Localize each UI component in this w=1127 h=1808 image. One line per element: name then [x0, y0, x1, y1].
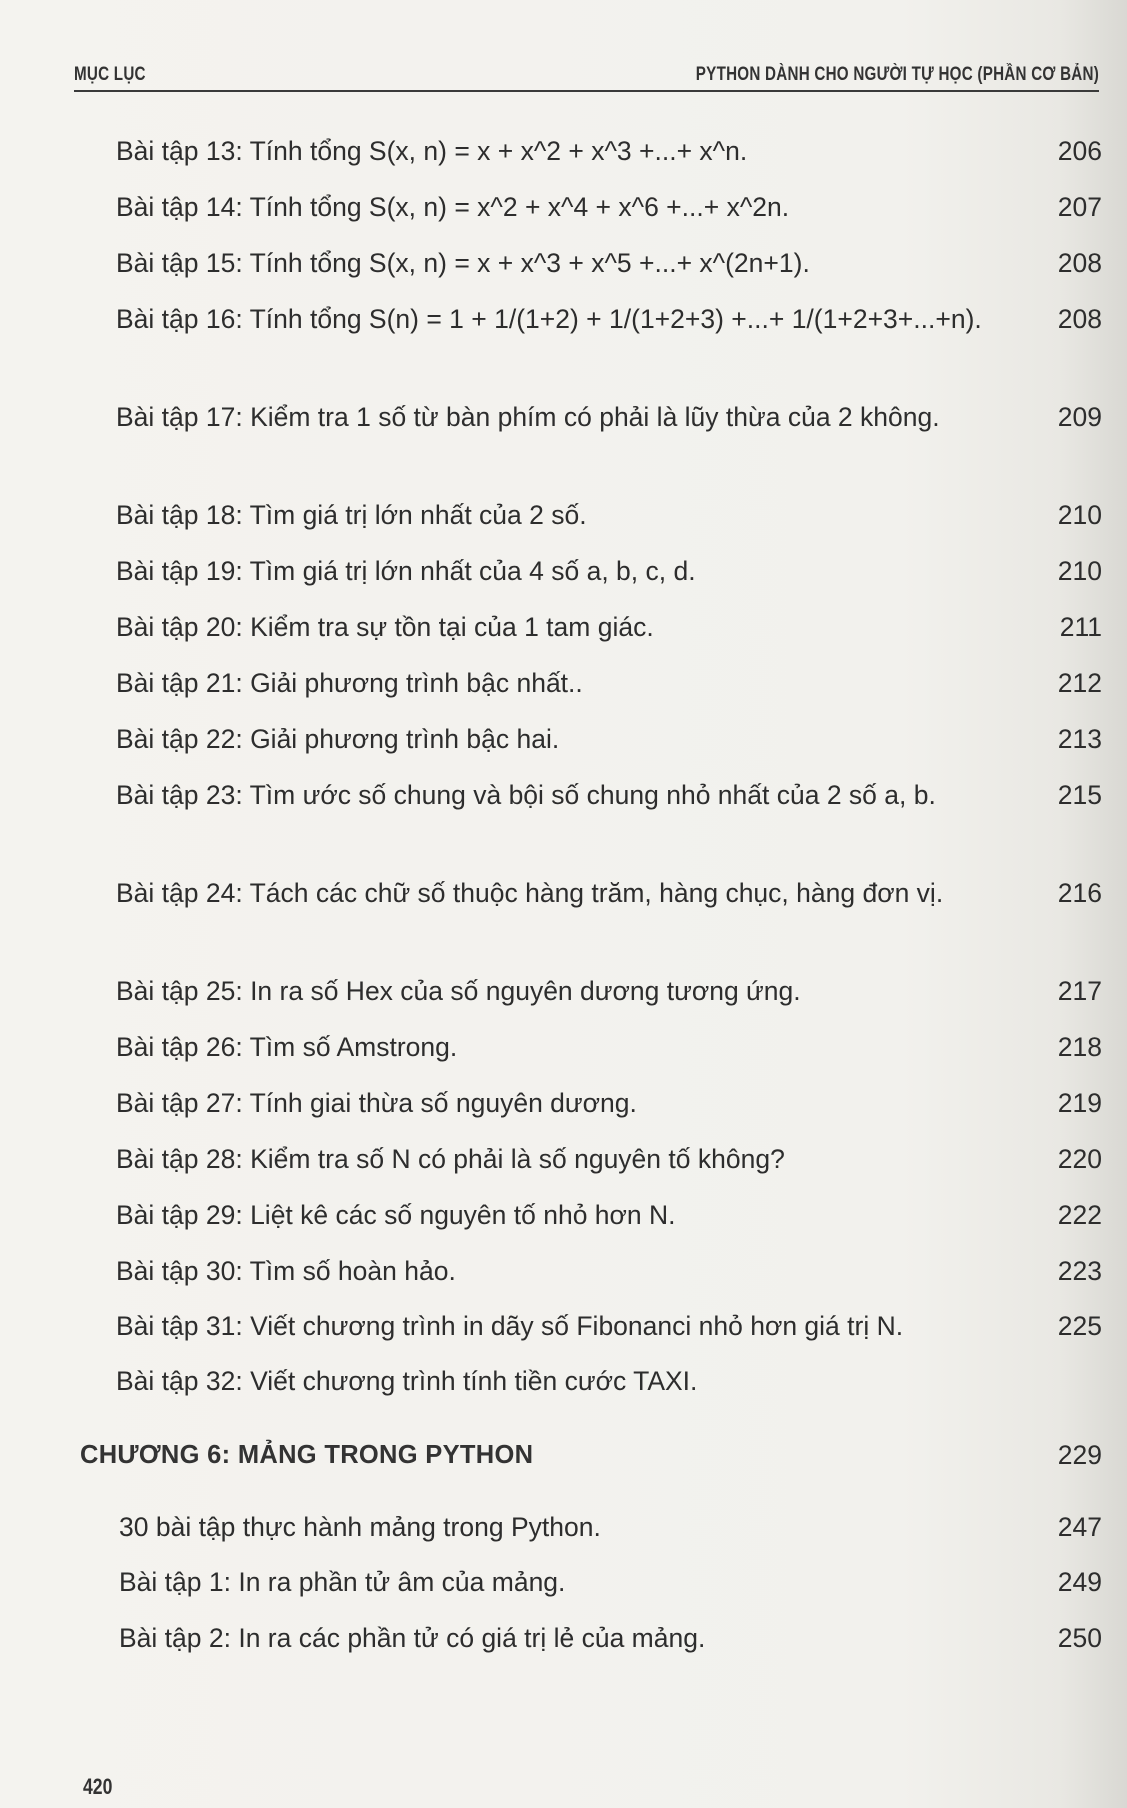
header-section-title: MỤC LỤC — [74, 64, 146, 85]
toc-entry-page: 219 — [1057, 1088, 1102, 1118]
toc-entry-page: 210 — [1057, 500, 1102, 530]
toc-entry — [116, 718, 998, 761]
toc-entry-text: Bài tập 21: Giải phương trình bậc nhất.. — [116, 668, 583, 698]
toc-entry — [119, 1561, 1001, 1604]
toc-entry — [116, 774, 998, 817]
toc-entry-text: Bài tập 23: Tìm ước số chung và bội số chung nhỏ nhất của 2 số a, b. — [116, 780, 936, 810]
toc-entry-text: Bài tập 2: In ra các phần tử có giá trị lẻ của mảng. — [119, 1623, 706, 1653]
running-header — [74, 58, 1099, 92]
toc-entry — [116, 1026, 998, 1069]
toc-entry-text: Bài tập 16: Tính tổng S(n) = 1 + 1/(1+2) + 1/(1+2+3) +...+ 1/(1+2+3+...+n). — [116, 304, 982, 334]
toc-entry-page: 222 — [1057, 1200, 1102, 1230]
toc-entry-text: Bài tập 13: Tính tổng S(x, n) = x + x^2 + x^3 +...+ x^n. — [116, 136, 748, 166]
toc-entry-text: Bài tập 24: Tách các chữ số thuộc hàng trăm, hàng chục, hàng đơn vị. — [116, 878, 944, 908]
toc-entry — [116, 606, 998, 649]
toc-entry-text: Bài tập 27: Tính giai thừa số nguyên dương. — [116, 1088, 637, 1118]
toc-entry-text: Bài tập 28: Kiểm tra số N có phải là số nguyên tố không? — [116, 1144, 785, 1174]
toc-entry — [116, 1138, 998, 1181]
toc-entry-page: 250 — [1057, 1623, 1102, 1653]
toc-entry-text: Bài tập 32: Viết chương trình tính tiền cước TAXI. — [116, 1366, 698, 1396]
toc-entry-text: Bài tập 19: Tìm giá trị lớn nhất của 4 số a, b, c, d. — [116, 556, 696, 586]
toc-entry-text: Bài tập 30: Tìm số hoàn hảo. — [116, 1256, 456, 1286]
toc-entry-text: Bài tập 22: Giải phương trình bậc hai. — [116, 724, 560, 754]
toc-entry — [119, 1506, 1001, 1549]
toc-entry — [116, 494, 998, 537]
toc-entry-text: Bài tập 18: Tìm giá trị lớn nhất của 2 số. — [116, 500, 587, 530]
toc-entry-text: Bài tập 1: In ra phần tử âm của mảng. — [119, 1567, 566, 1597]
toc-entry-page: 218 — [1057, 1032, 1102, 1062]
toc-entry-page: 220 — [1057, 1144, 1102, 1174]
toc-entry — [116, 396, 998, 439]
toc-entry-page: 217 — [1057, 976, 1102, 1006]
toc-entry — [116, 298, 998, 341]
toc-entry-page: 208 — [1057, 304, 1102, 334]
toc-entry — [116, 130, 998, 173]
header-book-title: PYTHON DÀNH CHO NGƯỜI TỰ HỌC (PHẦN CƠ BẢN) — [695, 64, 1099, 85]
toc-entry-page: 207 — [1057, 192, 1102, 222]
toc-entry-text: Bài tập 31: Viết chương trình in dãy số Fibonanci nhỏ hơn giá trị N. — [116, 1311, 904, 1341]
toc-entry-page: 223 — [1057, 1256, 1102, 1286]
toc-entry — [116, 662, 998, 705]
toc-entry-text: Bài tập 26: Tìm số Amstrong. — [116, 1032, 458, 1062]
toc-entry — [116, 970, 998, 1013]
toc-entry-page: 210 — [1057, 556, 1102, 586]
toc-entry-page: 208 — [1057, 248, 1102, 278]
toc-entry — [116, 1194, 998, 1237]
toc-entry-page: 213 — [1057, 724, 1102, 754]
toc-entry — [116, 1360, 998, 1403]
toc-entry-page: 215 — [1057, 780, 1102, 810]
toc-entry — [116, 1082, 998, 1125]
toc-entry — [116, 242, 998, 285]
toc-entry — [116, 1305, 998, 1348]
toc-entry-page: 206 — [1057, 136, 1102, 166]
chapter-page: 229 — [1057, 1440, 1102, 1470]
toc-entry-text: Bài tập 20: Kiểm tra sự tồn tại của 1 tam giác. — [116, 612, 654, 642]
toc-entry-text: Bài tập 14: Tính tổng S(x, n) = x^2 + x^4 + x^6 +...+ x^2n. — [116, 192, 790, 222]
toc-entry-text: Bài tập 15: Tính tổng S(x, n) = x + x^3 + x^5 +...+ x^(2n+1). — [116, 248, 810, 278]
toc-entry-page: 216 — [1057, 878, 1102, 908]
toc-entry-page: 249 — [1057, 1567, 1102, 1597]
toc-entry-text: Bài tập 25: In ra số Hex của số nguyên dương tương ứng. — [116, 976, 801, 1006]
toc-entry — [116, 1250, 998, 1293]
toc-entry-page: 209 — [1057, 402, 1102, 432]
toc-entry-page: 211 — [1059, 612, 1102, 642]
toc-entry-page: 225 — [1057, 1311, 1102, 1341]
toc-entry-page: 247 — [1057, 1512, 1102, 1542]
chapter-heading: CHƯƠNG 6: MẢNG TRONG PYTHON — [80, 1441, 534, 1469]
toc-entry-page: 212 — [1057, 668, 1102, 698]
toc-entry-text: 30 bài tập thực hành mảng trong Python. — [119, 1512, 601, 1542]
toc-entry — [116, 550, 998, 593]
toc-entry — [116, 872, 998, 915]
toc-entry-text: Bài tập 17: Kiểm tra 1 số từ bàn phím có phải là lũy thừa của 2 không. — [116, 402, 940, 432]
toc-entry-text: Bài tập 29: Liệt kê các số nguyên tố nhỏ hơn N. — [116, 1200, 676, 1230]
toc-entry — [116, 186, 998, 229]
toc-entry — [119, 1617, 1001, 1660]
page-number: 420 — [83, 1774, 113, 1799]
